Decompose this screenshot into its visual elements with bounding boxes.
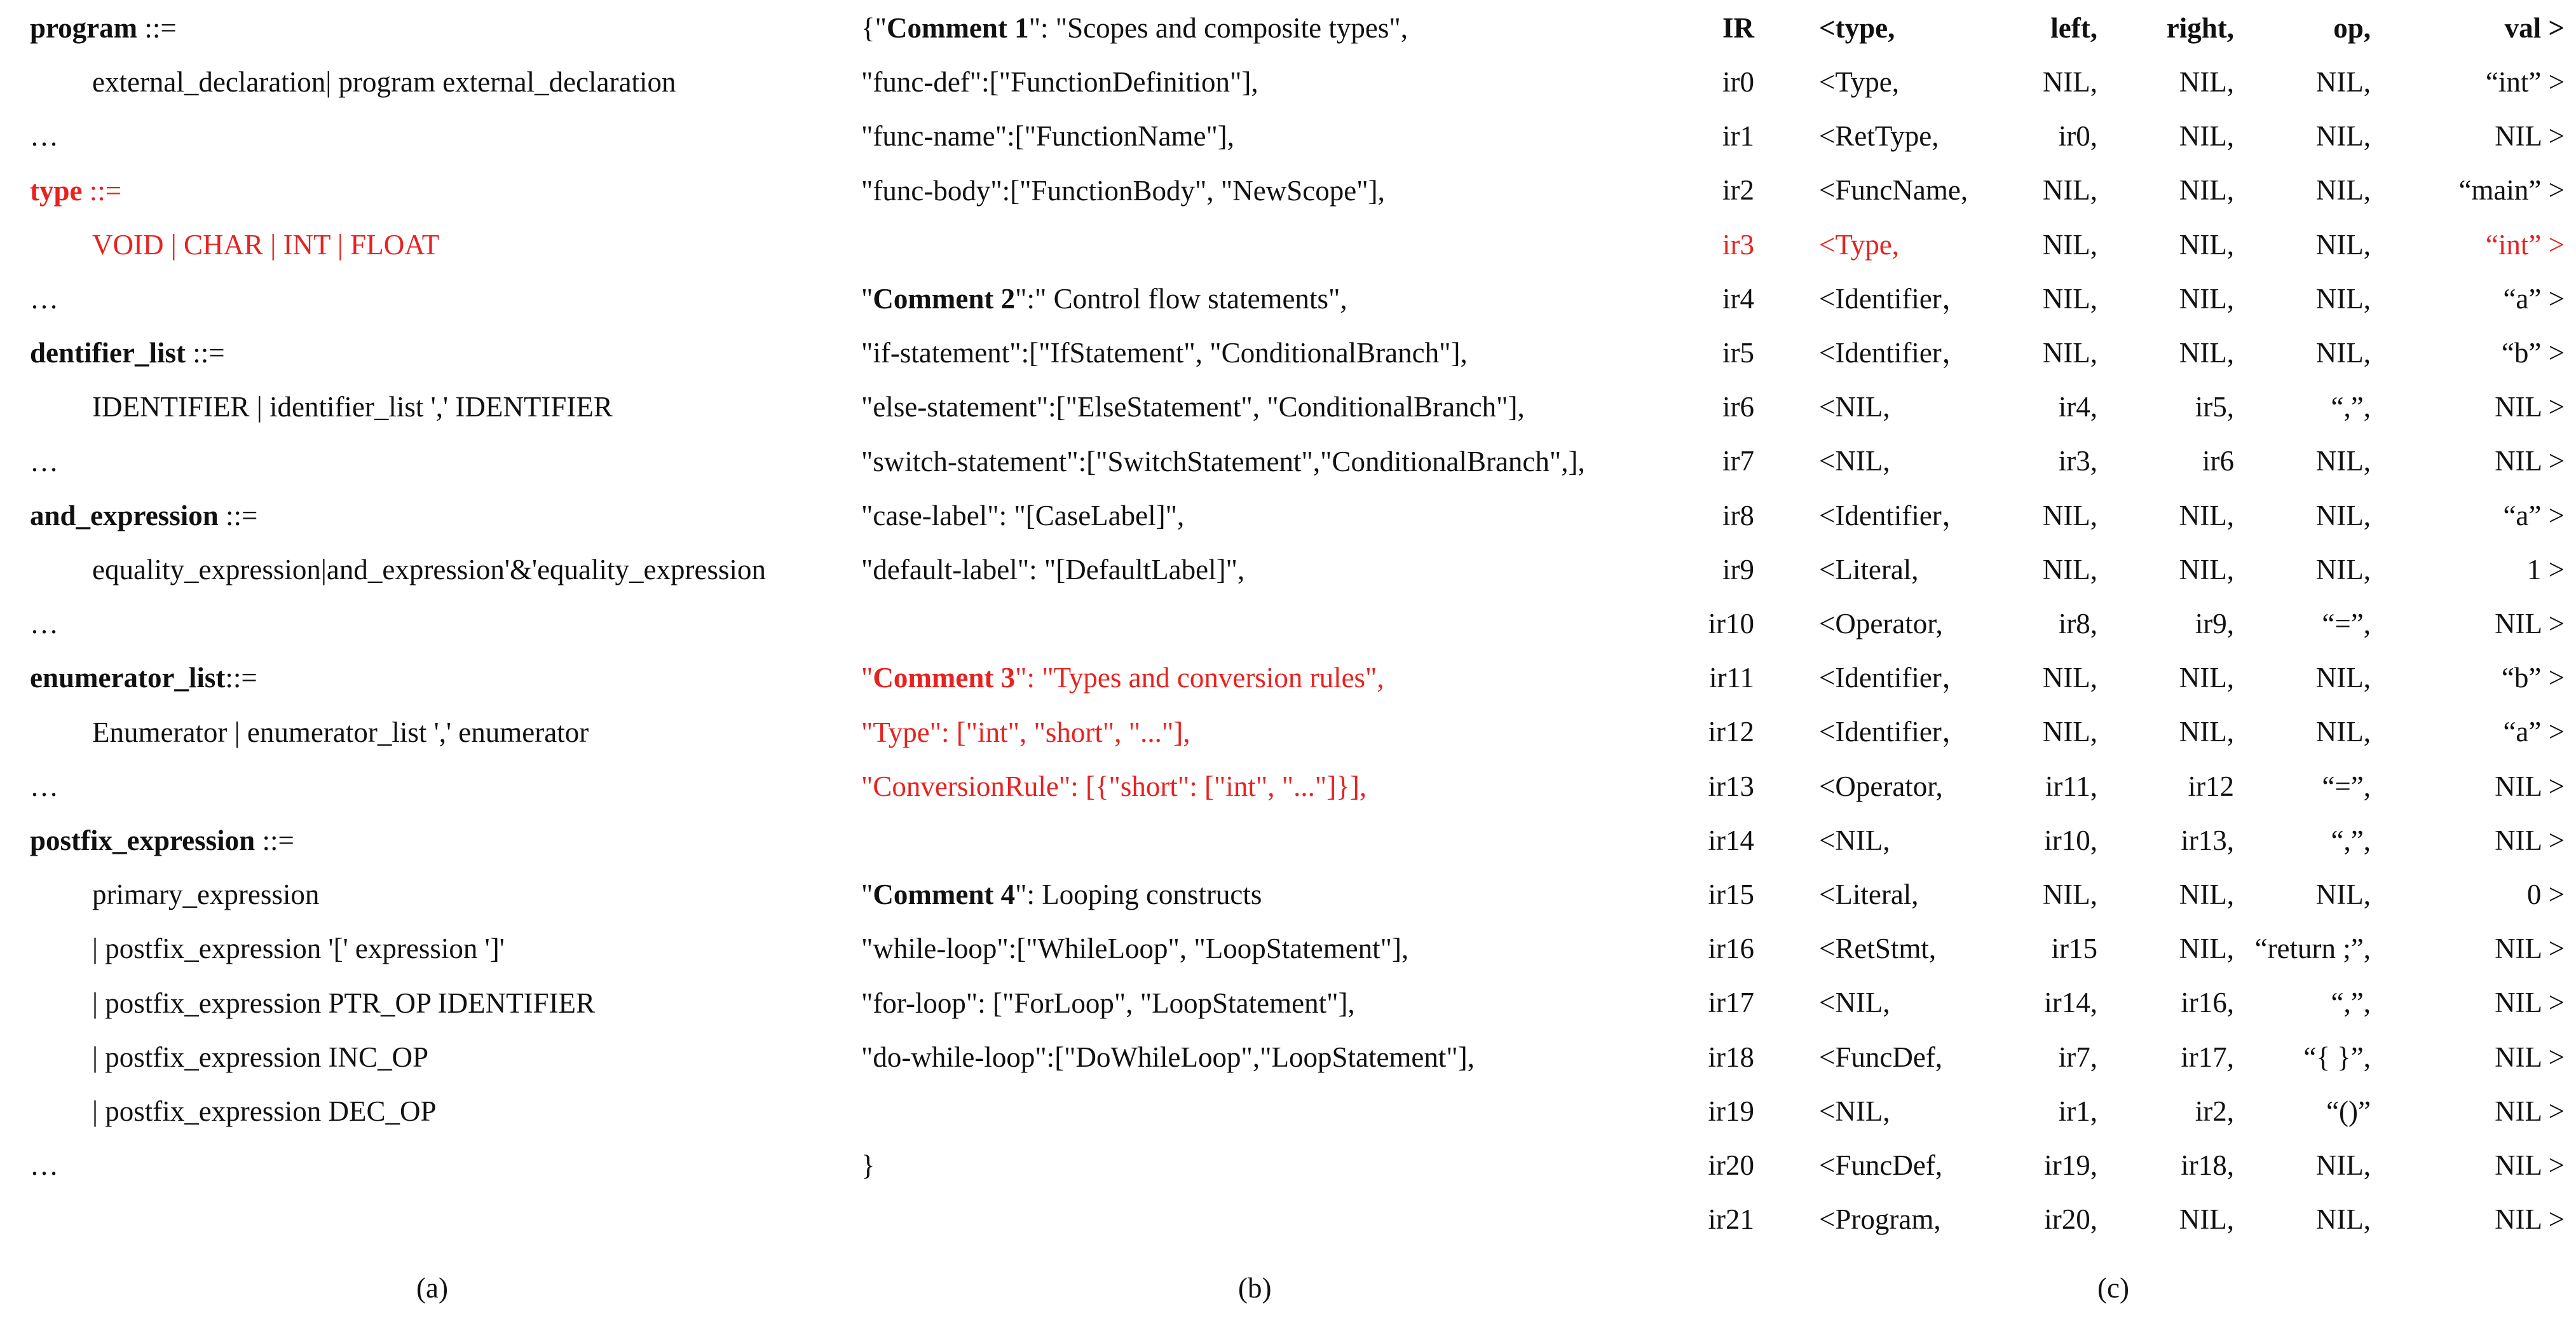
ir-type-cell: <NIL, xyxy=(1819,987,1890,1019)
ir-id-cell: ir19 xyxy=(1708,1095,1754,1127)
ir-id-cell: ir15 xyxy=(1708,879,1754,910)
comment-json-line xyxy=(861,985,1355,1021)
ir-type-cell: <NIL, xyxy=(1819,445,1890,477)
ir-type-cell: <FuncDef, xyxy=(1819,1149,1943,1181)
ir-type-cell: <Operator, xyxy=(1819,608,1943,640)
table-header-ir-id: IR xyxy=(1722,12,1754,44)
grammar-line xyxy=(92,64,676,100)
comment-json-line-text: ": "Scopes and composite types", xyxy=(1028,12,1408,44)
ir-id-cell: ir3 xyxy=(1722,228,1754,261)
ir-val-cell: NIL > xyxy=(2495,120,2565,153)
grammar-line xyxy=(92,877,319,912)
ir-id-cell: ir6 xyxy=(1722,391,1754,423)
comment-json-line-text: "func-def":["FunctionDefinition"], xyxy=(861,66,1258,99)
ir-id-cell: ir20 xyxy=(1708,1149,1754,1181)
ir-val-cell: NIL > xyxy=(2495,1095,2565,1127)
ir-op-cell: NIL, xyxy=(2315,553,2371,585)
ir-right-cell: NIL, xyxy=(2179,879,2234,910)
grammar-line-text: IDENTIFIER | identifier_list ',' IDENTIFIER xyxy=(92,391,613,423)
grammar-line xyxy=(30,498,257,533)
ir-type-cell: <Literal, xyxy=(1819,879,1919,910)
comment-json-line-text: "default-label": "[DefaultLabel]", xyxy=(861,554,1245,585)
ir-left-cell: ir8, xyxy=(2058,608,2097,640)
ir-val-cell: NIL > xyxy=(2495,608,2565,640)
ir-type-cell: <RetStmt, xyxy=(1819,933,1937,965)
ir-val-cell: NIL > xyxy=(2495,933,2565,965)
ir-id-cell: ir10 xyxy=(1708,608,1754,640)
grammar-line-text: … xyxy=(30,770,58,802)
comment-json-line xyxy=(861,498,1184,533)
comment-json-line xyxy=(861,552,1244,587)
comment-json-line-text: "switch-statement":["SwitchStatement","ConditionalBranch",], xyxy=(861,445,1585,477)
ir-right-cell: ir6 xyxy=(2202,445,2234,477)
ir-left-cell: ir15 xyxy=(2051,933,2097,965)
ir-val-cell: “a” > xyxy=(2503,499,2565,531)
comment-json-line-text: " xyxy=(861,879,873,911)
ir-right-cell: NIL, xyxy=(2179,120,2234,153)
comment-json-line-text: } xyxy=(861,1149,875,1182)
ir-right-cell: NIL, xyxy=(2179,282,2234,315)
ir-left-cell: NIL, xyxy=(2042,879,2097,910)
ir-left-cell: ir11, xyxy=(2045,770,2097,802)
ir-op-cell: “{ }”, xyxy=(2303,1041,2371,1073)
ir-type-cell: <Literal, xyxy=(1819,553,1919,585)
comment-json-line-text: "for-loop": ["ForLoop", "LoopStatement"], xyxy=(861,987,1355,1019)
comment-json-line-text: "if-statement":["IfStatement", "ConditionalBranch"], xyxy=(861,337,1468,369)
grammar-line-text: ::= xyxy=(225,662,257,694)
comment-json-line-text: Comment 3 xyxy=(873,662,1016,694)
comment-json-line-text: "do-while-loop":["DoWhileLoop","LoopStatement"], xyxy=(861,1041,1475,1073)
ir-type-cell: <Program, xyxy=(1819,1203,1941,1236)
grammar-line-text: dentifier_list xyxy=(30,337,186,369)
ir-val-cell: NIL > xyxy=(2495,770,2565,802)
ir-id-cell: ir17 xyxy=(1708,987,1754,1019)
ir-right-cell: ir17, xyxy=(2181,1041,2234,1073)
ir-val-cell: “int” > xyxy=(2485,66,2565,98)
caption-b: (b) xyxy=(1238,1272,1272,1304)
grammar-line-text: … xyxy=(30,283,58,315)
ir-op-cell: NIL, xyxy=(2315,174,2371,207)
ir-id-cell: ir12 xyxy=(1708,716,1754,748)
comment-json-line xyxy=(861,769,1366,804)
ir-left-cell: NIL, xyxy=(2042,662,2097,694)
ir-type-cell: <Type, xyxy=(1819,228,1899,261)
grammar-line-text: ::= xyxy=(218,499,258,531)
comment-json-line-text: {" xyxy=(861,12,887,44)
ir-op-cell: “=”, xyxy=(2322,770,2371,802)
ir-id-cell: ir0 xyxy=(1722,66,1754,98)
ir-type-cell: <Identifier， xyxy=(1819,337,1970,369)
ir-left-cell: NIL, xyxy=(2042,228,2097,261)
comment-json-line-text: ": "Types and conversion rules", xyxy=(1015,662,1384,694)
ir-id-cell: ir16 xyxy=(1708,933,1754,965)
grammar-line xyxy=(92,715,589,750)
grammar-line xyxy=(92,931,505,966)
grammar-line xyxy=(30,281,58,317)
grammar-line-text: postfix_expression xyxy=(30,825,256,856)
ir-op-cell: “return ;”, xyxy=(2254,933,2371,965)
comment-json-line xyxy=(861,335,1468,371)
grammar-line-text: program xyxy=(30,12,138,44)
grammar-line xyxy=(92,389,613,425)
comment-json-line-text: Comment 4 xyxy=(873,879,1016,911)
grammar-line xyxy=(30,769,58,804)
comment-json-line-text: "func-name":["FunctionName"], xyxy=(861,120,1235,153)
comment-json-line-text: "while-loop":["WhileLoop", "LoopStatement"], xyxy=(861,933,1409,965)
grammar-line-text: ::= xyxy=(255,825,294,856)
comment-json-line xyxy=(861,1039,1475,1075)
caption-a: (a) xyxy=(416,1272,448,1304)
ir-left-cell: ir7, xyxy=(2058,1041,2097,1073)
ir-val-cell: NIL > xyxy=(2495,824,2565,856)
ir-val-cell: “b” > xyxy=(2501,337,2565,369)
ir-left-cell: ir19, xyxy=(2044,1149,2097,1181)
ir-left-cell: ir14, xyxy=(2044,987,2097,1019)
comment-json-line xyxy=(861,877,1262,912)
grammar-line-text: ::= xyxy=(185,337,225,369)
ir-right-cell: NIL, xyxy=(2179,228,2234,261)
ir-val-cell: NIL > xyxy=(2495,391,2565,423)
caption-c: (c) xyxy=(2097,1272,2129,1304)
grammar-line-text: ::= xyxy=(137,12,177,44)
ir-left-cell: ir1, xyxy=(2058,1095,2097,1127)
ir-val-cell: “a” > xyxy=(2503,282,2565,315)
comment-json-line-text: Comment 1 xyxy=(886,12,1029,44)
grammar-line-text: … xyxy=(30,608,58,640)
ir-val-cell: 1 > xyxy=(2526,553,2565,585)
comment-json-line xyxy=(861,173,1385,209)
ir-left-cell: ir20, xyxy=(2044,1203,2097,1236)
grammar-line xyxy=(30,444,58,479)
ir-left-cell: NIL, xyxy=(2042,174,2097,207)
ir-val-cell: NIL > xyxy=(2495,1041,2565,1073)
comment-json-line-text: " xyxy=(861,662,873,694)
comment-json-line xyxy=(861,10,1408,46)
comment-json-line xyxy=(861,715,1190,750)
table-header-ir-right: right, xyxy=(2166,12,2234,44)
ir-id-cell: ir9 xyxy=(1722,553,1754,585)
ir-op-cell: NIL, xyxy=(2315,662,2371,694)
ir-op-cell: NIL, xyxy=(2315,499,2371,531)
grammar-line xyxy=(30,335,225,371)
grammar-line-text: external_declaration| program external_declaration xyxy=(92,66,676,99)
ir-left-cell: NIL, xyxy=(2042,66,2097,98)
ir-id-cell: ir7 xyxy=(1722,445,1754,477)
ir-val-cell: “b” > xyxy=(2501,662,2565,694)
comment-json-line-text: Comment 2 xyxy=(873,283,1016,315)
ir-op-cell: NIL, xyxy=(2315,228,2371,261)
ir-type-cell: <Type, xyxy=(1819,66,1899,98)
comment-json-line xyxy=(861,1147,875,1183)
comment-json-line-text: "else-statement":["ElseStatement", "ConditionalBranch"], xyxy=(861,391,1525,423)
ir-id-cell: ir8 xyxy=(1722,499,1754,531)
ir-type-cell: <Operator, xyxy=(1819,770,1943,802)
grammar-line xyxy=(30,1147,58,1183)
grammar-line-text: | postfix_expression PTR_OP IDENTIFIER xyxy=(92,987,596,1019)
ir-op-cell: “,”, xyxy=(2331,987,2371,1019)
ir-left-cell: ir10, xyxy=(2044,824,2097,856)
ir-type-cell: <RetType, xyxy=(1819,120,1939,153)
ir-op-cell: NIL, xyxy=(2315,282,2371,315)
ir-right-cell: ir16, xyxy=(2181,987,2234,1019)
grammar-line xyxy=(92,227,439,263)
ir-id-cell: ir4 xyxy=(1722,282,1754,315)
grammar-line-text: equality_expression|and_expression'&'equality_expression xyxy=(92,554,766,585)
ir-left-cell: NIL, xyxy=(2042,337,2097,369)
ir-left-cell: NIL, xyxy=(2042,716,2097,748)
ir-val-cell: “int” > xyxy=(2485,228,2565,261)
ir-op-cell: “,”, xyxy=(2331,824,2371,856)
ir-left-cell: NIL, xyxy=(2042,282,2097,315)
grammar-line-text: enumerator_list xyxy=(30,662,226,694)
comment-json-line-text: "ConversionRule": [{"short": ["int", "..."]}], xyxy=(861,770,1367,802)
grammar-line xyxy=(30,660,257,695)
comment-json-line xyxy=(861,389,1525,425)
ir-right-cell: NIL, xyxy=(2179,716,2234,748)
ir-val-cell: “main” > xyxy=(2458,174,2565,207)
ir-left-cell: ir3, xyxy=(2058,445,2097,477)
ir-left-cell: ir0, xyxy=(2058,120,2097,153)
ir-type-cell: <NIL, xyxy=(1819,824,1890,856)
ir-id-cell: ir18 xyxy=(1708,1041,1754,1073)
grammar-line xyxy=(30,118,58,154)
grammar-line-text: ::= xyxy=(82,174,122,207)
grammar-line-text: VOID | CHAR | INT | FLOAT xyxy=(92,228,440,261)
ir-right-cell: ir18, xyxy=(2181,1149,2234,1181)
ir-right-cell: NIL, xyxy=(2179,499,2234,531)
ir-type-cell: <FuncName, xyxy=(1819,174,1968,207)
ir-type-cell: <FuncDef, xyxy=(1819,1041,1943,1073)
grammar-line xyxy=(30,823,294,858)
grammar-line xyxy=(92,985,595,1021)
comment-json-line xyxy=(861,281,1347,317)
ir-right-cell: ir13, xyxy=(2181,824,2234,856)
ir-right-cell: NIL, xyxy=(2179,933,2234,965)
grammar-line-text: … xyxy=(30,120,58,153)
grammar-line-text: … xyxy=(30,1149,58,1182)
ir-id-cell: ir21 xyxy=(1708,1203,1754,1236)
ir-val-cell: 0 > xyxy=(2526,879,2565,910)
ir-left-cell: NIL, xyxy=(2042,499,2097,531)
ir-id-cell: ir5 xyxy=(1722,337,1754,369)
comment-json-line-text: ": Looping constructs xyxy=(1015,879,1262,911)
ir-val-cell: NIL > xyxy=(2495,987,2565,1019)
ir-op-cell: NIL, xyxy=(2315,337,2371,369)
ir-op-cell: “,”, xyxy=(2331,391,2371,423)
ir-id-cell: ir2 xyxy=(1722,174,1754,207)
grammar-line-text: and_expression xyxy=(30,499,219,531)
ir-right-cell: NIL, xyxy=(2179,66,2234,98)
table-header-ir-op: op, xyxy=(2333,12,2371,44)
ir-op-cell: NIL, xyxy=(2315,1149,2371,1181)
ir-type-cell: <NIL, xyxy=(1819,391,1890,423)
ir-right-cell: ir9, xyxy=(2195,608,2234,640)
grammar-line xyxy=(30,10,177,46)
ir-type-cell: <Identifier， xyxy=(1819,662,1970,694)
grammar-line-text: … xyxy=(30,445,58,477)
ir-type-cell: <Identifier， xyxy=(1819,499,1970,531)
grammar-line-text: | postfix_expression DEC_OP xyxy=(92,1095,437,1127)
ir-right-cell: NIL, xyxy=(2179,553,2234,585)
ir-val-cell: NIL > xyxy=(2495,1203,2565,1236)
grammar-line xyxy=(92,552,766,587)
grammar-line-text: primary_expression xyxy=(92,879,320,911)
ir-op-cell: NIL, xyxy=(2315,1203,2371,1236)
ir-op-cell: NIL, xyxy=(2315,879,2371,910)
ir-type-cell: <NIL, xyxy=(1819,1095,1890,1127)
ir-right-cell: NIL, xyxy=(2179,662,2234,694)
ir-val-cell: NIL > xyxy=(2495,1149,2565,1181)
ir-left-cell: NIL, xyxy=(2042,553,2097,585)
ir-op-cell: NIL, xyxy=(2315,66,2371,98)
ir-op-cell: NIL, xyxy=(2315,445,2371,477)
ir-right-cell: NIL, xyxy=(2179,1203,2234,1236)
grammar-line xyxy=(30,173,121,209)
grammar-line-text: type xyxy=(30,174,83,207)
comment-json-line-text: "Type": ["int", "short", "..."], xyxy=(861,716,1190,748)
ir-right-cell: NIL, xyxy=(2179,174,2234,207)
comment-json-line-text: " xyxy=(861,283,873,315)
table-header-ir-val: val > xyxy=(2504,12,2565,44)
table-header-ir-left: left, xyxy=(2050,12,2097,44)
ir-left-cell: ir4, xyxy=(2058,391,2097,423)
ir-id-cell: ir11 xyxy=(1709,662,1754,694)
grammar-line-text: | postfix_expression '[' expression ']' xyxy=(92,933,505,965)
ir-val-cell: NIL > xyxy=(2495,445,2565,477)
grammar-line xyxy=(30,606,58,641)
ir-op-cell: NIL, xyxy=(2315,716,2371,748)
ir-right-cell: ir5, xyxy=(2195,391,2234,423)
ir-op-cell: “=”, xyxy=(2322,608,2371,640)
ir-right-cell: ir12 xyxy=(2188,770,2234,802)
ir-val-cell: “a” > xyxy=(2503,716,2565,748)
ir-type-cell: <Identifier， xyxy=(1819,282,1970,315)
table-header-ir-type: <type, xyxy=(1819,12,1895,44)
grammar-line xyxy=(92,1039,428,1075)
ir-id-cell: ir14 xyxy=(1708,824,1754,856)
grammar-line xyxy=(92,1093,437,1129)
ir-right-cell: NIL, xyxy=(2179,337,2234,369)
comment-json-line xyxy=(861,931,1408,966)
comment-json-line xyxy=(861,118,1234,154)
grammar-line-text: | postfix_expression INC_OP xyxy=(92,1041,428,1073)
comment-json-line-text: ":" Control flow statements", xyxy=(1015,283,1347,315)
ir-id-cell: ir1 xyxy=(1722,120,1754,153)
comment-json-line xyxy=(861,444,1585,479)
ir-id-cell: ir13 xyxy=(1708,770,1754,802)
ir-right-cell: ir2, xyxy=(2195,1095,2234,1127)
ir-op-cell: “()” xyxy=(2326,1095,2371,1127)
ir-type-cell: <Identifier， xyxy=(1819,716,1970,748)
grammar-line-text: Enumerator | enumerator_list ',' enumerator xyxy=(92,716,589,748)
ir-op-cell: NIL, xyxy=(2315,120,2371,153)
comment-json-line xyxy=(861,64,1258,100)
comment-json-line-text: "case-label": "[CaseLabel]", xyxy=(861,499,1185,531)
comment-json-line xyxy=(861,660,1384,695)
comment-json-line-text: "func-body":["FunctionBody", "NewScope"], xyxy=(861,174,1385,207)
